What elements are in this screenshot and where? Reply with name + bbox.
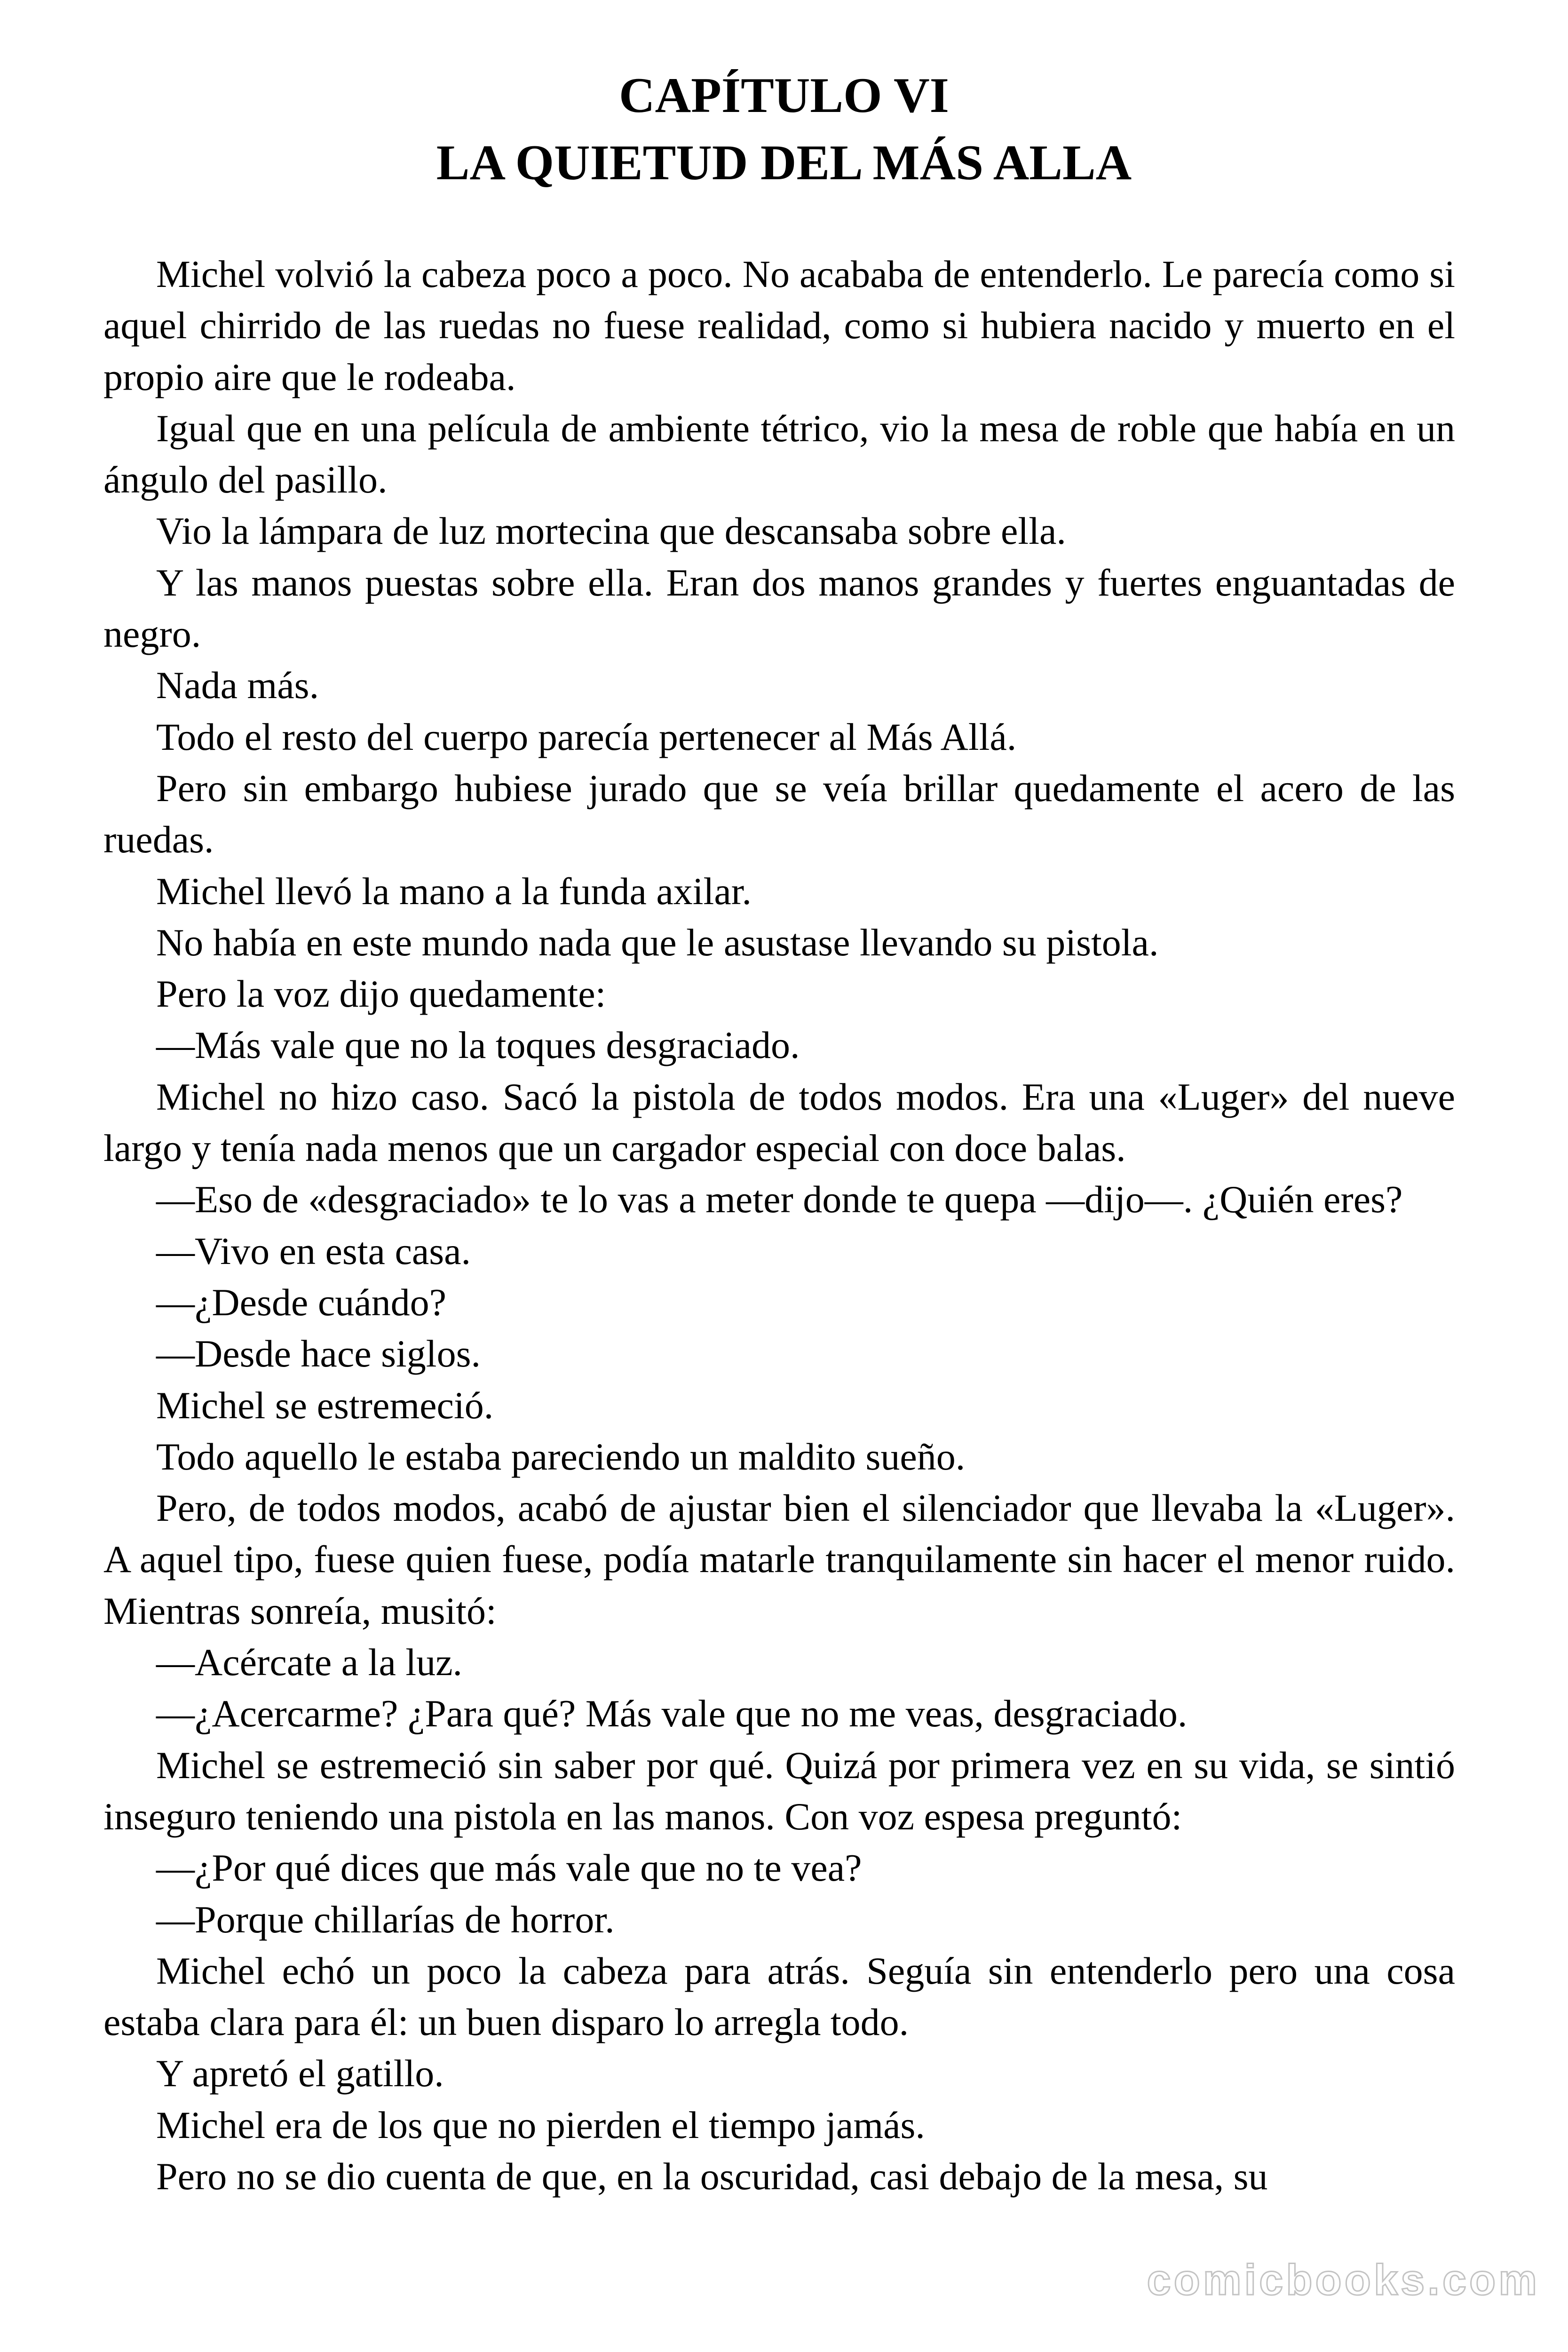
paragraph: Pero, de todos modos, acabó de ajustar bien el silenciador que llevaba la «Luger». A aquel tipo, fuese quien fuese, podía matarle tranquilamente sin hacer el menor ruido. Mientras sonreía, musitó: [103,1486,1455,1632]
paragraph: No había en este mundo nada que le asustase llevando su pistola. [156,921,1159,964]
chapter-title: LA QUIETUD DEL MÁS ALLA [436,135,1132,190]
paragraph: Michel no hizo caso. Sacó la pistola de todos modos. Era una «Luger» del nueve largo y tenía nada menos que un cargador especial con doce balas. [103,1075,1455,1170]
paragraph: Michel se estremeció sin saber por qué. Quizá por primera vez en su vida, se sintió inseguro teniendo una pistola en las manos. Con voz espesa preguntó: [103,1743,1455,1838]
paragraph: Michel era de los que no pierden el tiempo jamás. [156,2103,925,2146]
paragraph: Vio la lámpara de luz mortecina que descansaba sobre ella. [156,509,1066,553]
paragraph: Pero la voz dijo quedamente: [156,972,606,1016]
paragraph: —Vivo en esta casa. [156,1229,471,1272]
chapter-body [103,248,1455,2202]
paragraph: Igual que en una película de ambiente tétrico, vio la mesa de roble que había en un ángulo del pasillo. [103,406,1455,501]
paragraph: Michel echó un poco la cabeza para atrás. Seguía sin entenderlo pero una cosa estaba clara para él: un buen disparo lo arregla todo. [103,1949,1455,2044]
paragraph: Y apretó el gatillo. [156,2052,444,2095]
paragraph: Michel llevó la mano a la funda axilar. [156,869,752,913]
paragraph: Nada más. [156,664,319,707]
paragraph: Y las manos puestas sobre ella. Eran dos manos grandes y fuertes enguantadas de negro. [103,561,1455,656]
paragraph: Pero no se dio cuenta de que, en la oscuridad, casi debajo de la mesa, su [156,2154,1268,2198]
paragraph: —Porque chillarías de horror. [156,1898,615,1941]
paragraph: —Más vale que no la toques desgraciado. [156,1024,800,1067]
paragraph: —¿Acercarme? ¿Para qué? Más vale que no me veas, desgraciado. [156,1692,1188,1735]
paragraph: —¿Por qué dices que más vale que no te vea? [156,1846,862,1890]
paragraph: Pero sin embargo hubiese jurado que se veía brillar quedamente el acero de las ruedas. [103,766,1455,861]
paragraph: Todo aquello le estaba pareciendo un maldito sueño. [156,1435,966,1478]
paragraph: —Eso de «desgraciado» te lo vas a meter donde te quepa —dijo—. ¿Quién eres? [156,1178,1403,1221]
watermark: comicbooks.com [1147,2256,1540,2304]
paragraph: Michel volvió la cabeza poco a poco. No acababa de entenderlo. Le parecía como si aquel chirrido de las ruedas no fuese realidad, como si hubiera nacido y muerto en el propio aire que le rodeaba. [103,253,1455,398]
paragraph: —Acércate a la luz. [156,1641,463,1684]
chapter-number: CAPÍTULO VI [619,68,949,123]
paragraph: Todo el resto del cuerpo parecía pertenecer al Más Allá. [156,715,1017,758]
paragraph: —¿Desde cuándo? [156,1280,447,1324]
paragraph: —Desde hace siglos. [156,1332,481,1375]
chapter-heading [0,66,1568,192]
paragraph: Michel se estremeció. [156,1383,494,1427]
